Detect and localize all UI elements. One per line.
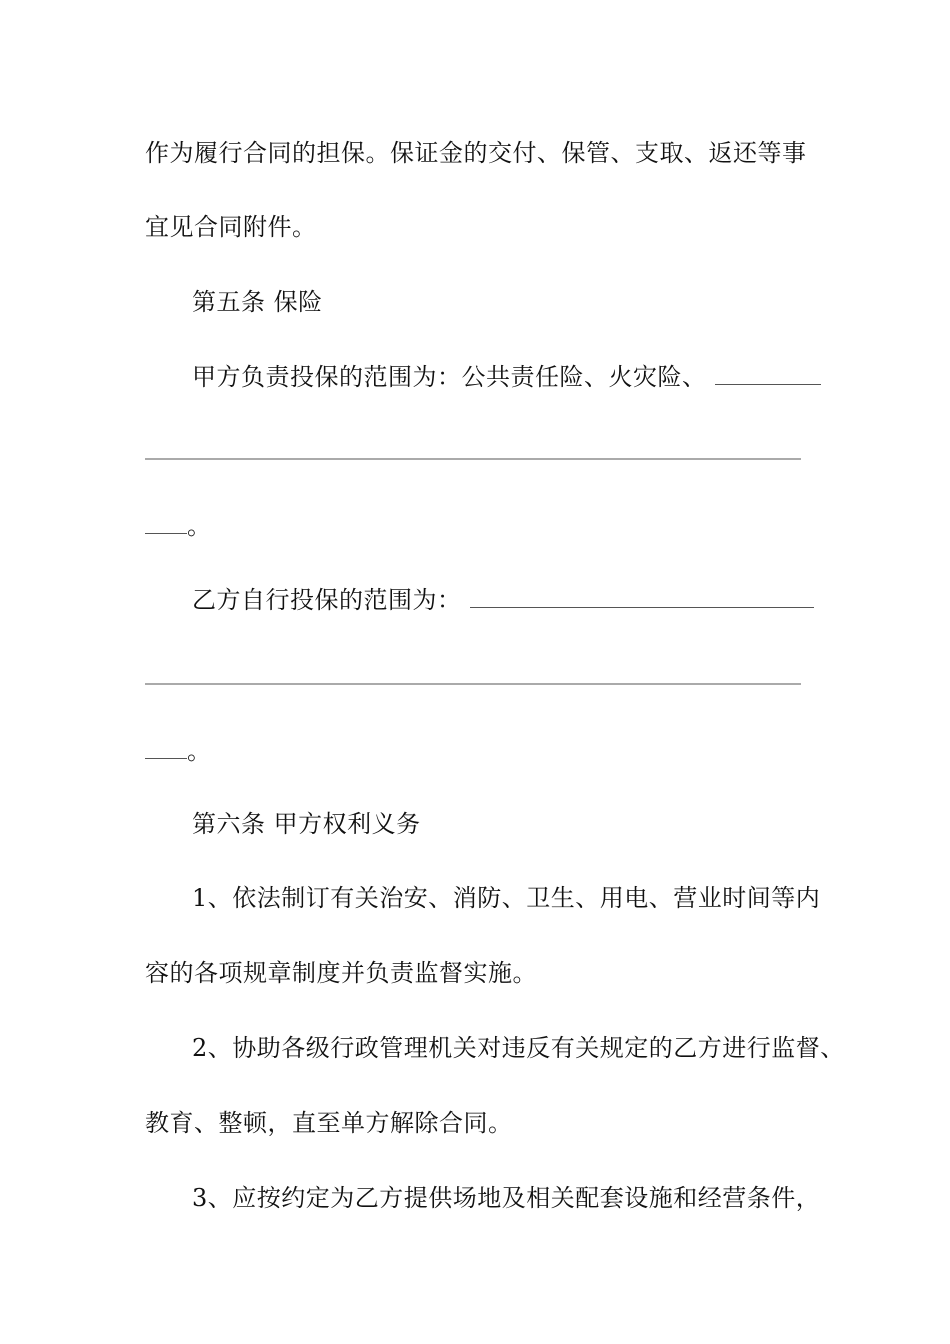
party-a-insurance-line (192, 362, 821, 392)
fill-in-blank[interactable] (470, 585, 814, 608)
fill-in-blank-rule[interactable] (145, 683, 801, 685)
list-item-1: 1、依法制订有关治安、消防、卫生、用电、营业时间等内 (192, 884, 821, 912)
list-item-2-cont: 教育、整顿，直至单方解除合同。 (145, 1109, 513, 1137)
party-a-insurance-end (145, 511, 212, 541)
list-item-3: 3、应按约定为乙方提供场地及相关配套设施和经营条件， (192, 1184, 821, 1212)
period: 。 (187, 737, 212, 765)
article-6-title: 第六条 甲方权利义务 (192, 810, 421, 838)
list-item-2: 2、协助各级行政管理机关对违反有关规定的乙方进行监督、 (192, 1034, 845, 1062)
period: 。 (187, 512, 212, 540)
fill-in-blank[interactable] (715, 362, 821, 385)
fill-in-blank[interactable] (145, 511, 187, 534)
party-a-insurance-text: 甲方负责投保的范围为：公共责任险、火灾险、 (192, 363, 707, 391)
fill-in-blank[interactable] (145, 736, 187, 759)
paragraph-line: 宜见合同附件。 (145, 213, 317, 241)
paragraph-line: 作为履行合同的担保。保证金的交付、保管、支取、返还等事 (145, 139, 807, 167)
article-5-title: 第五条 保险 (192, 288, 323, 316)
party-b-insurance-text: 乙方自行投保的范围为： (192, 586, 462, 614)
list-item-1-cont: 容的各项规章制度并负责监督实施。 (145, 959, 537, 987)
party-b-insurance-end (145, 736, 212, 766)
party-b-insurance-line (192, 585, 814, 615)
fill-in-blank-rule[interactable] (145, 458, 801, 460)
